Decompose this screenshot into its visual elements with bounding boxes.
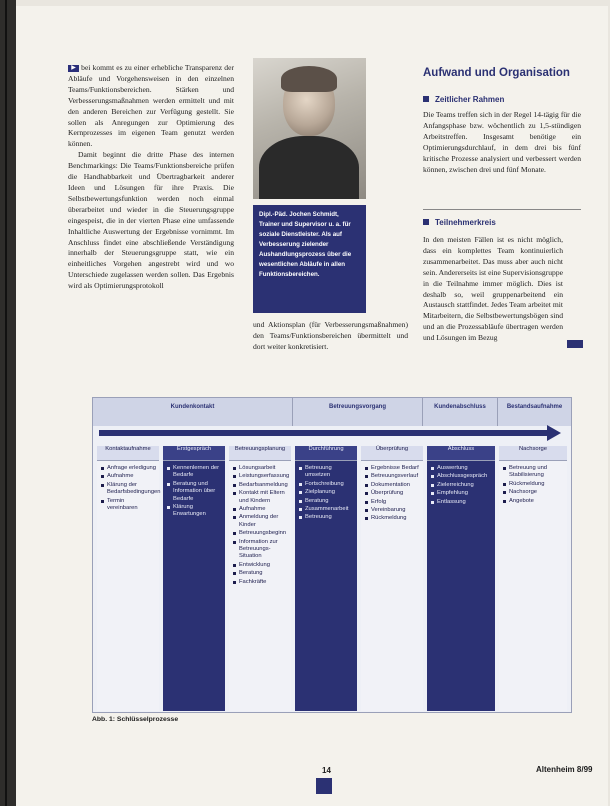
diagram-arrow bbox=[99, 430, 547, 436]
folio-marker bbox=[316, 778, 332, 794]
phase-item: Dokumentation bbox=[365, 482, 420, 489]
phase-item: Entlassung bbox=[431, 499, 492, 506]
magazine-issue: Altenheim 8/99 bbox=[536, 765, 593, 774]
phase-column-7 bbox=[499, 446, 567, 711]
right-text-1: Die Teams treffen sich in der Regel 14-tägig für die Anfangsphase bzw. wöchentlich zu 1,5-stündigen Arbeitstreffen. Insgesamt benötige ein Optimierungsdurchlauf, in dem drei bis fünf kritische Prozesse analysiert und verbessert werden können, zwischen drei und fünf Monate. bbox=[423, 110, 581, 174]
author-photo bbox=[253, 58, 366, 199]
diagram-arrow-tip bbox=[547, 425, 561, 441]
phase-item: Angebote bbox=[503, 498, 564, 505]
phase-item: Überprüfung bbox=[365, 490, 420, 497]
phase-item: Aufnahme bbox=[233, 506, 288, 513]
phase-item: Ergebnisse Bedarf bbox=[365, 465, 420, 472]
phase-item: Beratung und Information über Bedarfe bbox=[167, 481, 222, 503]
phase-item: Betreuungsverlauf bbox=[365, 473, 420, 480]
continued-next-icon bbox=[567, 340, 583, 348]
diagram-header-3: Kundenabschluss bbox=[423, 398, 498, 426]
phase-item: Rückmeldung bbox=[365, 515, 420, 522]
phase-column-5 bbox=[361, 446, 423, 711]
phase-item: Erfolg bbox=[365, 499, 420, 506]
left-paragraph-2: Damit beginnt die dritte Phase des internen Benchmarkings: Die Teams/Funktionsbereiche prüfen die Handhabbarkeit und Übertragbarkeit anderer Ideen und Lösungen für ihre Praxis. Die Selbstbewertungsfunktion werden noch einmal überarbeitet und wieder in die Steuerungsgruppe eingespeist, die in der vierten Phase eine umfassende Inhaltliche Auswertung der Ergebnisse vornimmt. Im Anschluss findet eine abschließende Verständigung innerhalb der Steuerungsgruppe statt, wie ein einheitliches Vorgehen angestrebt wird und wo Unterschiede zugelassen werden sollen. Das Ergebnis wird als Optimierungsprotokoll bbox=[68, 150, 234, 291]
page-number: 14 bbox=[322, 766, 331, 775]
phase-column-4 bbox=[295, 446, 357, 711]
phase-item: Fachkräfte bbox=[233, 579, 288, 586]
phase-title: Abschluss bbox=[427, 446, 495, 461]
phase-item: Nachsorge bbox=[503, 489, 564, 496]
phase-item: Aufnahme bbox=[101, 473, 156, 480]
section-heading: Aufwand und Organisation bbox=[423, 67, 570, 79]
phase-item: Anmeldung der Kinder bbox=[233, 514, 288, 529]
phase-title: Überprüfung bbox=[361, 446, 423, 461]
phase-item: Lösungsarbeit bbox=[233, 465, 288, 472]
phase-item: Kennenlernen der Bedarfe bbox=[167, 465, 222, 480]
phase-column-1 bbox=[97, 446, 159, 711]
phase-title: Durchführung bbox=[295, 446, 357, 461]
right-text-2: In den meisten Fällen ist es nicht möglich, dass ein komplettes Team kontinuierlich zusammenarbeitet. Das muss aber auch nicht sein. Andererseits ist eine Supervisionsgruppe in die Teilnahme immer möglich. Dies ist deshalb so, weil gruppenarbeitend ein Austausch stattfindet. Jedes Team arbeitet mit Mitarbeitern, die Selbstbewertungsbögen sind und an die Prozessabläufe übertragen werden und Lösungen im Bezug bbox=[423, 235, 563, 343]
phase-item: Bedarfsanmeldung bbox=[233, 482, 288, 489]
phase-title: Betreuungsplanung bbox=[229, 446, 291, 461]
phase-item: Betreuung umsetzen bbox=[299, 465, 354, 480]
phase-item: Beratung bbox=[233, 570, 288, 577]
diagram-header-1: Kundenkontakt bbox=[93, 398, 293, 426]
phase-item: Zielplanung bbox=[299, 489, 354, 496]
phase-item: Klärung Erwartungen bbox=[167, 504, 222, 519]
left-paragraph-1: ▶ bei kommt es zu einer erhebliche Transparenz der Abläufe und Vorgehensweisen in den einzelnen Teams/Funktionsbereichen. Stärken und Verbesserungsmaßnahmen werden ermittelt und mit den anderen Bereichen zur Verfügung gestellt. Sie sollen als Anregungen zur Optimierung des Kernprozesses im eigenen Team genutzt werden können. bbox=[68, 63, 234, 149]
phase-item: Auswertung bbox=[431, 465, 492, 472]
phase-item: Rückmeldung bbox=[503, 481, 564, 488]
phase-item: Betreuung bbox=[299, 514, 354, 521]
middle-column-tail: und Aktionsplan (für Verbesserungsmaßnahmen) den Teams/Funktionsbereichen übermittelt und dort weiter konkretisiert. bbox=[253, 320, 408, 351]
phase-column-3 bbox=[229, 446, 291, 711]
phase-title: Kontaktaufnahme bbox=[97, 446, 159, 461]
section-rule bbox=[423, 209, 581, 210]
phase-item: Abschlussgespräch bbox=[431, 473, 492, 480]
phase-column-6 bbox=[427, 446, 495, 711]
subheading-zeitlicher-rahmen: Zeitlicher Rahmen bbox=[423, 95, 504, 104]
phase-item: Betreuungsbeginn bbox=[233, 530, 288, 537]
phase-item: Anfrage erledigung bbox=[101, 465, 156, 472]
book-binding bbox=[0, 0, 16, 806]
phase-item: Klärung der Bedarfsbedingungen bbox=[101, 482, 156, 497]
continued-arrow-icon: ▶ bbox=[68, 65, 79, 72]
phase-item: Betreuung und Stabilisierung bbox=[503, 465, 564, 480]
left-column bbox=[68, 63, 234, 292]
phase-item: Kontakt mit Eltern und Kindern bbox=[233, 490, 288, 505]
phase-title: Nachsorge bbox=[499, 446, 567, 461]
subheading-teilnehmerkreis: Teilnehmerkreis bbox=[423, 218, 496, 227]
phase-item: Entwicklung bbox=[233, 562, 288, 569]
phase-item: Vereinbarung bbox=[365, 507, 420, 514]
phase-title: Erstgespräch bbox=[163, 446, 225, 461]
phase-column-2 bbox=[163, 446, 225, 711]
phase-item: Fortschreibung bbox=[299, 481, 354, 488]
phase-item: Beratung bbox=[299, 498, 354, 505]
phase-item: Information zur Betreuungs-Situation bbox=[233, 539, 288, 561]
phase-item: Empfehlung bbox=[431, 490, 492, 497]
phase-item: Zusammenarbeit bbox=[299, 506, 354, 513]
phase-item: Termin vereinbaren bbox=[101, 498, 156, 513]
diagram-header-2: Betreuungsvorgang bbox=[293, 398, 423, 426]
phase-item: Zielerreichung bbox=[431, 482, 492, 489]
process-diagram bbox=[92, 397, 572, 713]
diagram-header-4: Bestandsaufnahme bbox=[498, 398, 571, 426]
figure-caption: Abb. 1: Schlüsselprozesse bbox=[92, 716, 179, 723]
photo-caption: Dipl.-Päd. Jochen Schmidt, Trainer und Supervisor u. a. für soziale Dienstleister. Als auf Verbesserung zielender Aushandlungsprozess über die wesentlichen Abläufe in allen Funktionsbereichen. bbox=[253, 205, 366, 313]
phase-item: Leistungserfassung bbox=[233, 473, 288, 480]
